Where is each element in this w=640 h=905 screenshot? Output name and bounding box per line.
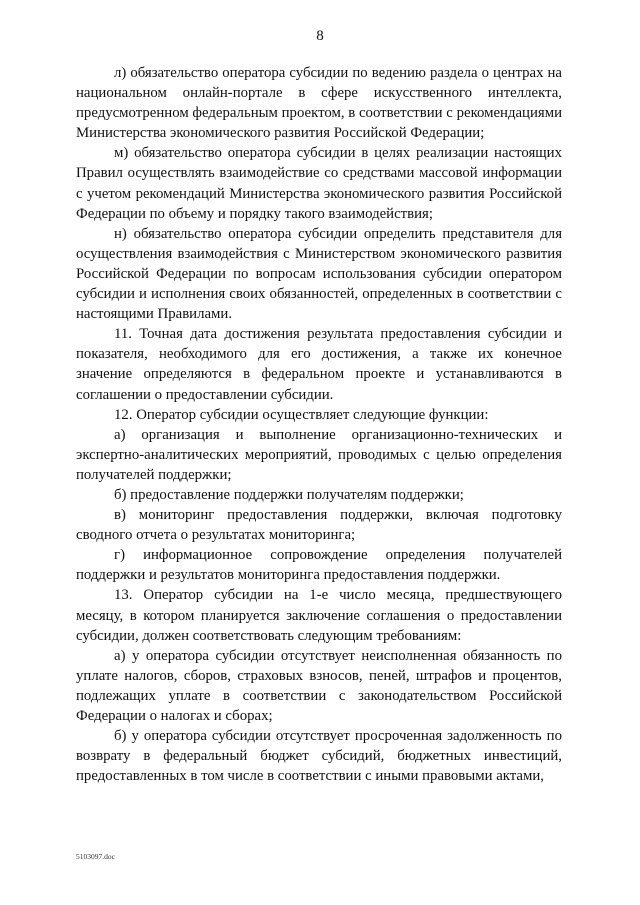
- paragraph-12-g: г) информационное сопровождение определения получателей поддержки и результатов мониторинга предоставления поддержки.: [76, 547, 562, 584]
- paragraph-13-a: а) у оператора субсидии отсутствует неисполненная обязанность по уплате налогов, сборов, страховых взносов, пеней, штрафов и процентов, подлежащих уплате в соответствии с законодательством Российской Федерации о налогах и сборах;: [76, 647, 562, 724]
- paragraph-12-a: а) организация и выполнение организационно-технических и экспертно-аналитических мероприятий, проводимых с целью определения получателей поддержки;: [76, 426, 562, 483]
- paragraph-13-b: б) у оператора субсидии отсутствует просроченная задолженность по возврату в федеральный бюджет субсидий, бюджетных инвестиций, предоставленных в том числе в соответствии с иными правовыми актами,: [76, 728, 562, 785]
- document-file-reference: 5103097.doc: [76, 852, 115, 861]
- paragraph-l: л) обязательство оператора субсидии по ведению раздела о центрах на национальном онлайн-портале в сфере искусственного интеллекта, предусмотренном федеральным проектом, в соответствии с рекомендациями Министерства экономического развития Российской Федерации;: [76, 65, 562, 142]
- page-number: 8: [316, 28, 324, 44]
- paragraph-11: 11. Точная дата достижения результата предоставления субсидии и показателя, необходимого для его достижения, а также их конечное значение определяются в федеральном проекте и устанавливаются в соглашении о предоставлении субсидии.: [76, 326, 562, 403]
- paragraph-m: м) обязательство оператора субсидии в целях реализации настоящих Правил осуществлять взаимодействие со средствами массовой информации с учетом рекомендаций Министерства экономического развития Российской Федерации по объему и порядку такого взаимодействия;: [76, 145, 562, 222]
- document-body: [76, 63, 562, 786]
- paragraph-n: н) обязательство оператора субсидии определить представителя для осуществления взаимодействия с Министерством экономического развития Российской Федерации по вопросам использования субсидии оператором субсидии и исполнения своих обязанностей, определенных в соответствии с настоящими Правилами.: [76, 225, 562, 323]
- paragraph-12: 12. Оператор субсидии осуществляет следующие функции:: [114, 406, 489, 423]
- paragraph-12-v: в) мониторинг предоставления поддержки, включая подготовку сводного отчета о результатах мониторинга;: [76, 507, 562, 544]
- paragraph-13: 13. Оператор субсидии на 1-е число месяца, предшествующего месяцу, в котором планируется заключение соглашения о предоставлении субсидии, должен соответствовать следующим требованиям:: [76, 587, 562, 644]
- paragraph-12-b: б) предоставление поддержки получателям поддержки;: [114, 486, 464, 503]
